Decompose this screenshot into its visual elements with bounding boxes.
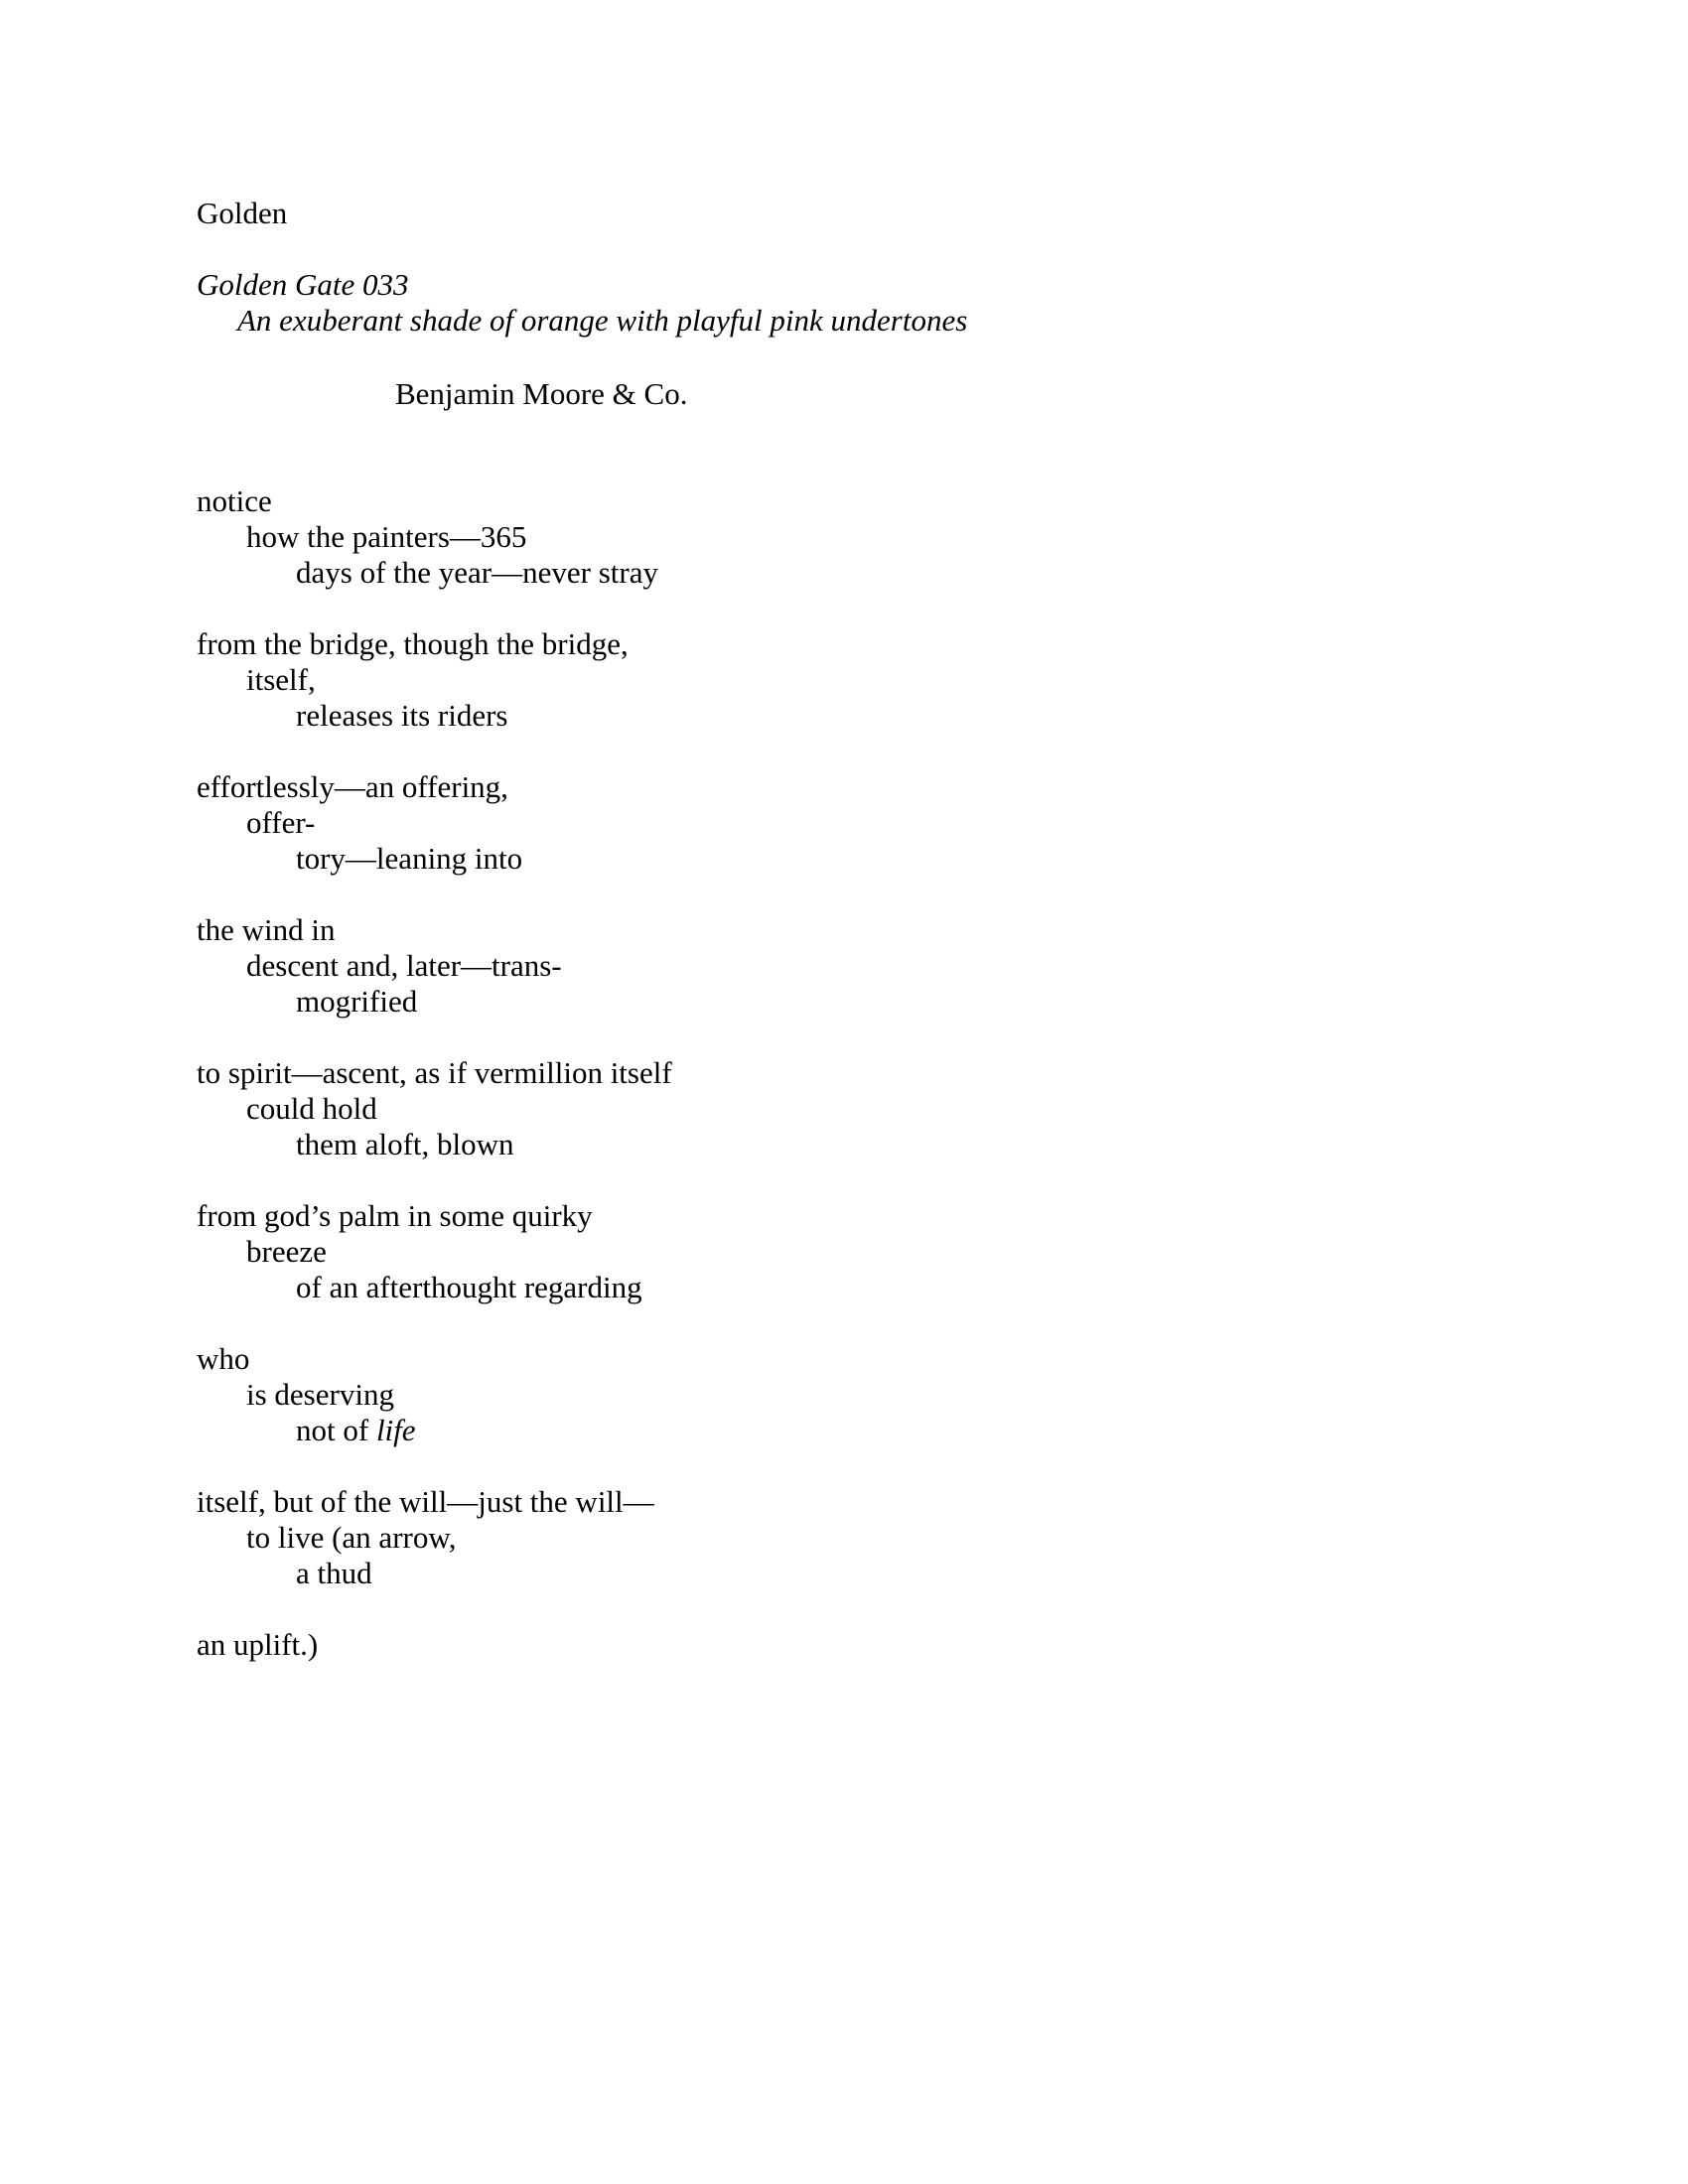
poem-line: them aloft, blown (296, 1127, 514, 1161)
stanza-4 (197, 912, 562, 1020)
poem-line: how the painters—365 (246, 519, 527, 554)
stanza-2 (197, 626, 629, 734)
poem-line: breeze (246, 1234, 327, 1269)
poem-line: is deserving (246, 1377, 394, 1412)
epigraph-attribution: Benjamin Moore & Co. (395, 376, 688, 411)
poem-line: itself, (246, 662, 316, 697)
poem-line: from the bridge, though the bridge, (197, 626, 629, 661)
stanza-1 (197, 483, 658, 591)
stanza-6 (197, 1198, 642, 1305)
poem-line: notice (197, 483, 272, 518)
poem-line: days of the year—never stray (296, 555, 658, 590)
poem-line: from god’s palm in some quirky (197, 1198, 593, 1233)
epigraph (197, 267, 967, 339)
poem-line-text: not of (296, 1413, 376, 1447)
emphasized-word: life (375, 1413, 416, 1447)
epigraph-line-1: Golden Gate 033 (197, 267, 409, 302)
poem-line: effortlessly—an offering, (197, 769, 508, 804)
poem-line: could hold (246, 1091, 377, 1126)
poem-line: tory—leaning into (296, 841, 523, 876)
stanza-7 (197, 1341, 416, 1448)
stanza-9 (197, 1627, 318, 1663)
poem-title: Golden (197, 196, 288, 230)
poem-line: who (197, 1341, 250, 1376)
stanza-5 (197, 1055, 672, 1162)
poem-line: a thud (296, 1556, 372, 1590)
poem-line: of an afterthought regarding (296, 1270, 642, 1304)
poem-line: to live (an arrow, (246, 1520, 457, 1555)
stanza-8 (197, 1484, 654, 1591)
epigraph-line-2: An exuberant shade of orange with playful pink undertones (237, 303, 968, 338)
poem-line: mogrified (296, 984, 418, 1019)
stanza-3 (197, 769, 522, 877)
poem-line: offer- (246, 805, 316, 840)
poem-line: the wind in (197, 912, 336, 947)
poem-line: releases its riders (296, 698, 508, 733)
poem-line: to spirit—ascent, as if vermillion itself (197, 1055, 672, 1090)
poem-line (197, 1413, 416, 1448)
poem-line: descent and, later—trans- (246, 948, 562, 983)
poem-line: itself, but of the will—just the will— (197, 1484, 654, 1519)
poem-line: an uplift.) (197, 1627, 319, 1662)
